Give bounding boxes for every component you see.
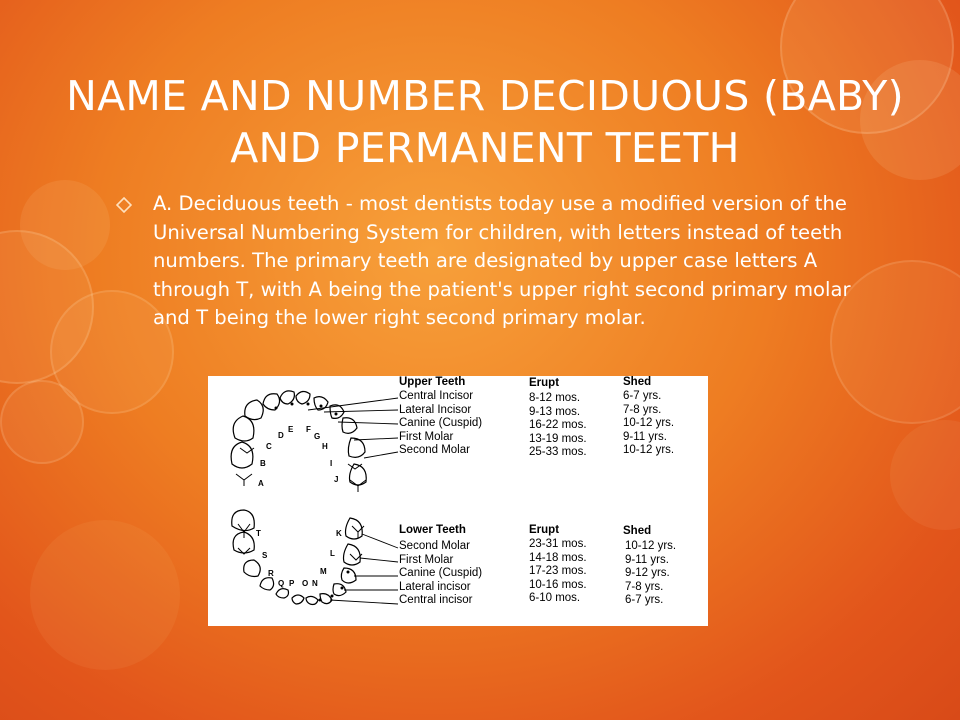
tooth-letter: A [258, 479, 264, 488]
table-cell: 14-18 mos. [529, 551, 587, 564]
decorative-bokeh [0, 230, 94, 384]
upper-teeth-column [399, 390, 482, 458]
table-cell: 9-12 yrs. [625, 567, 670, 580]
upper-shed-header: Shed [623, 376, 652, 388]
table-cell: 17-23 mos. [529, 565, 587, 578]
tooth-letter: E [288, 425, 294, 434]
table-cell: First Molar [399, 553, 454, 566]
lower-shed-header: Shed [623, 525, 652, 537]
table-cell: Canine (Cuspid) [399, 417, 483, 430]
tooth-letter: M [320, 567, 327, 576]
table-cell: Lateral Incisor [399, 403, 472, 416]
tooth-letter: G [314, 432, 321, 441]
table-cell: 10-16 mos. [529, 578, 587, 591]
tooth-letter: R [268, 569, 274, 578]
tooth-letter: B [260, 459, 266, 468]
table-cell: 9-11 yrs. [625, 553, 669, 566]
tooth-letter: Q [278, 579, 285, 588]
upper-erupt-column [529, 392, 587, 460]
tooth-letter: H [322, 442, 328, 451]
decorative-bokeh [20, 180, 110, 270]
table-cell: 25-33 mos. [529, 446, 587, 459]
hollow-diamond-bullet-icon [116, 197, 132, 213]
lower-teeth-header: Lower Teeth [399, 524, 466, 536]
table-cell: Second Molar [399, 540, 470, 552]
table-cell: 6-10 mos. [529, 592, 581, 605]
teeth-chart-figure [208, 376, 708, 626]
tooth-letter: T [256, 529, 261, 538]
lower-shed-column [625, 540, 676, 608]
table-cell: 6-7 yrs. [623, 390, 662, 402]
decorative-bokeh [30, 520, 180, 670]
table-cell: Central incisor [399, 594, 473, 607]
table-cell: 13-19 mos. [529, 432, 587, 445]
table-cell: 9-11 yrs. [623, 430, 667, 443]
tooth-letter: L [330, 549, 335, 558]
lower-erupt-column [529, 538, 587, 606]
table-cell: Lateral incisor [399, 580, 471, 593]
table-cell: 23-31 mos. [529, 538, 587, 550]
lower-erupt-header: Erupt [529, 524, 560, 536]
tooth-letter: C [266, 442, 272, 451]
tooth-letter: D [278, 431, 284, 440]
table-cell: 10-12 yrs. [625, 540, 677, 552]
decorative-bokeh [0, 380, 84, 464]
slide-title: NAME AND NUMBER DECIDUOUS (BABY) AND PERMANENT TEETH [66, 72, 904, 172]
tooth-letter: I [330, 459, 333, 468]
tooth-letter: O [302, 579, 309, 588]
upper-teeth-header: Upper Teeth [399, 376, 466, 388]
table-cell: Canine (Cuspid) [399, 567, 483, 580]
table-cell: First Molar [399, 430, 454, 443]
table-cell: 6-7 yrs. [625, 594, 664, 607]
tooth-letter: J [334, 475, 339, 484]
table-cell: Central Incisor [399, 390, 474, 402]
table-cell: 7-8 yrs. [623, 403, 662, 416]
lower-teeth-column [399, 540, 482, 608]
tooth-letter: N [312, 579, 318, 588]
table-cell: 8-12 mos. [529, 392, 581, 404]
tooth-letter: P [289, 579, 295, 588]
upper-erupt-header: Erupt [529, 377, 560, 389]
table-cell: 16-22 mos. [529, 419, 587, 432]
table-cell: 10-12 yrs. [623, 417, 675, 430]
table-cell: Second Molar [399, 444, 470, 457]
lower-arch-teeth [232, 510, 363, 605]
tooth-letter: K [336, 529, 342, 538]
bullet-text: A. Deciduous teeth - most dentists today use a modified version of the Universal Numbering System for children, with letters instead of teeth numbers. The primary teeth are designated by upper case letters A through T, with A being the patient's upper right second primary molar and T being the lower right second primary molar. [153, 192, 851, 329]
table-cell: 7-8 yrs. [625, 580, 664, 593]
tooth-letter: S [262, 551, 268, 560]
tooth-letter: F [306, 425, 311, 434]
upper-shed-column [623, 390, 674, 458]
table-cell: 9-13 mos. [529, 405, 581, 418]
table-cell: 10-12 yrs. [623, 444, 675, 457]
decorative-bokeh [890, 420, 960, 530]
